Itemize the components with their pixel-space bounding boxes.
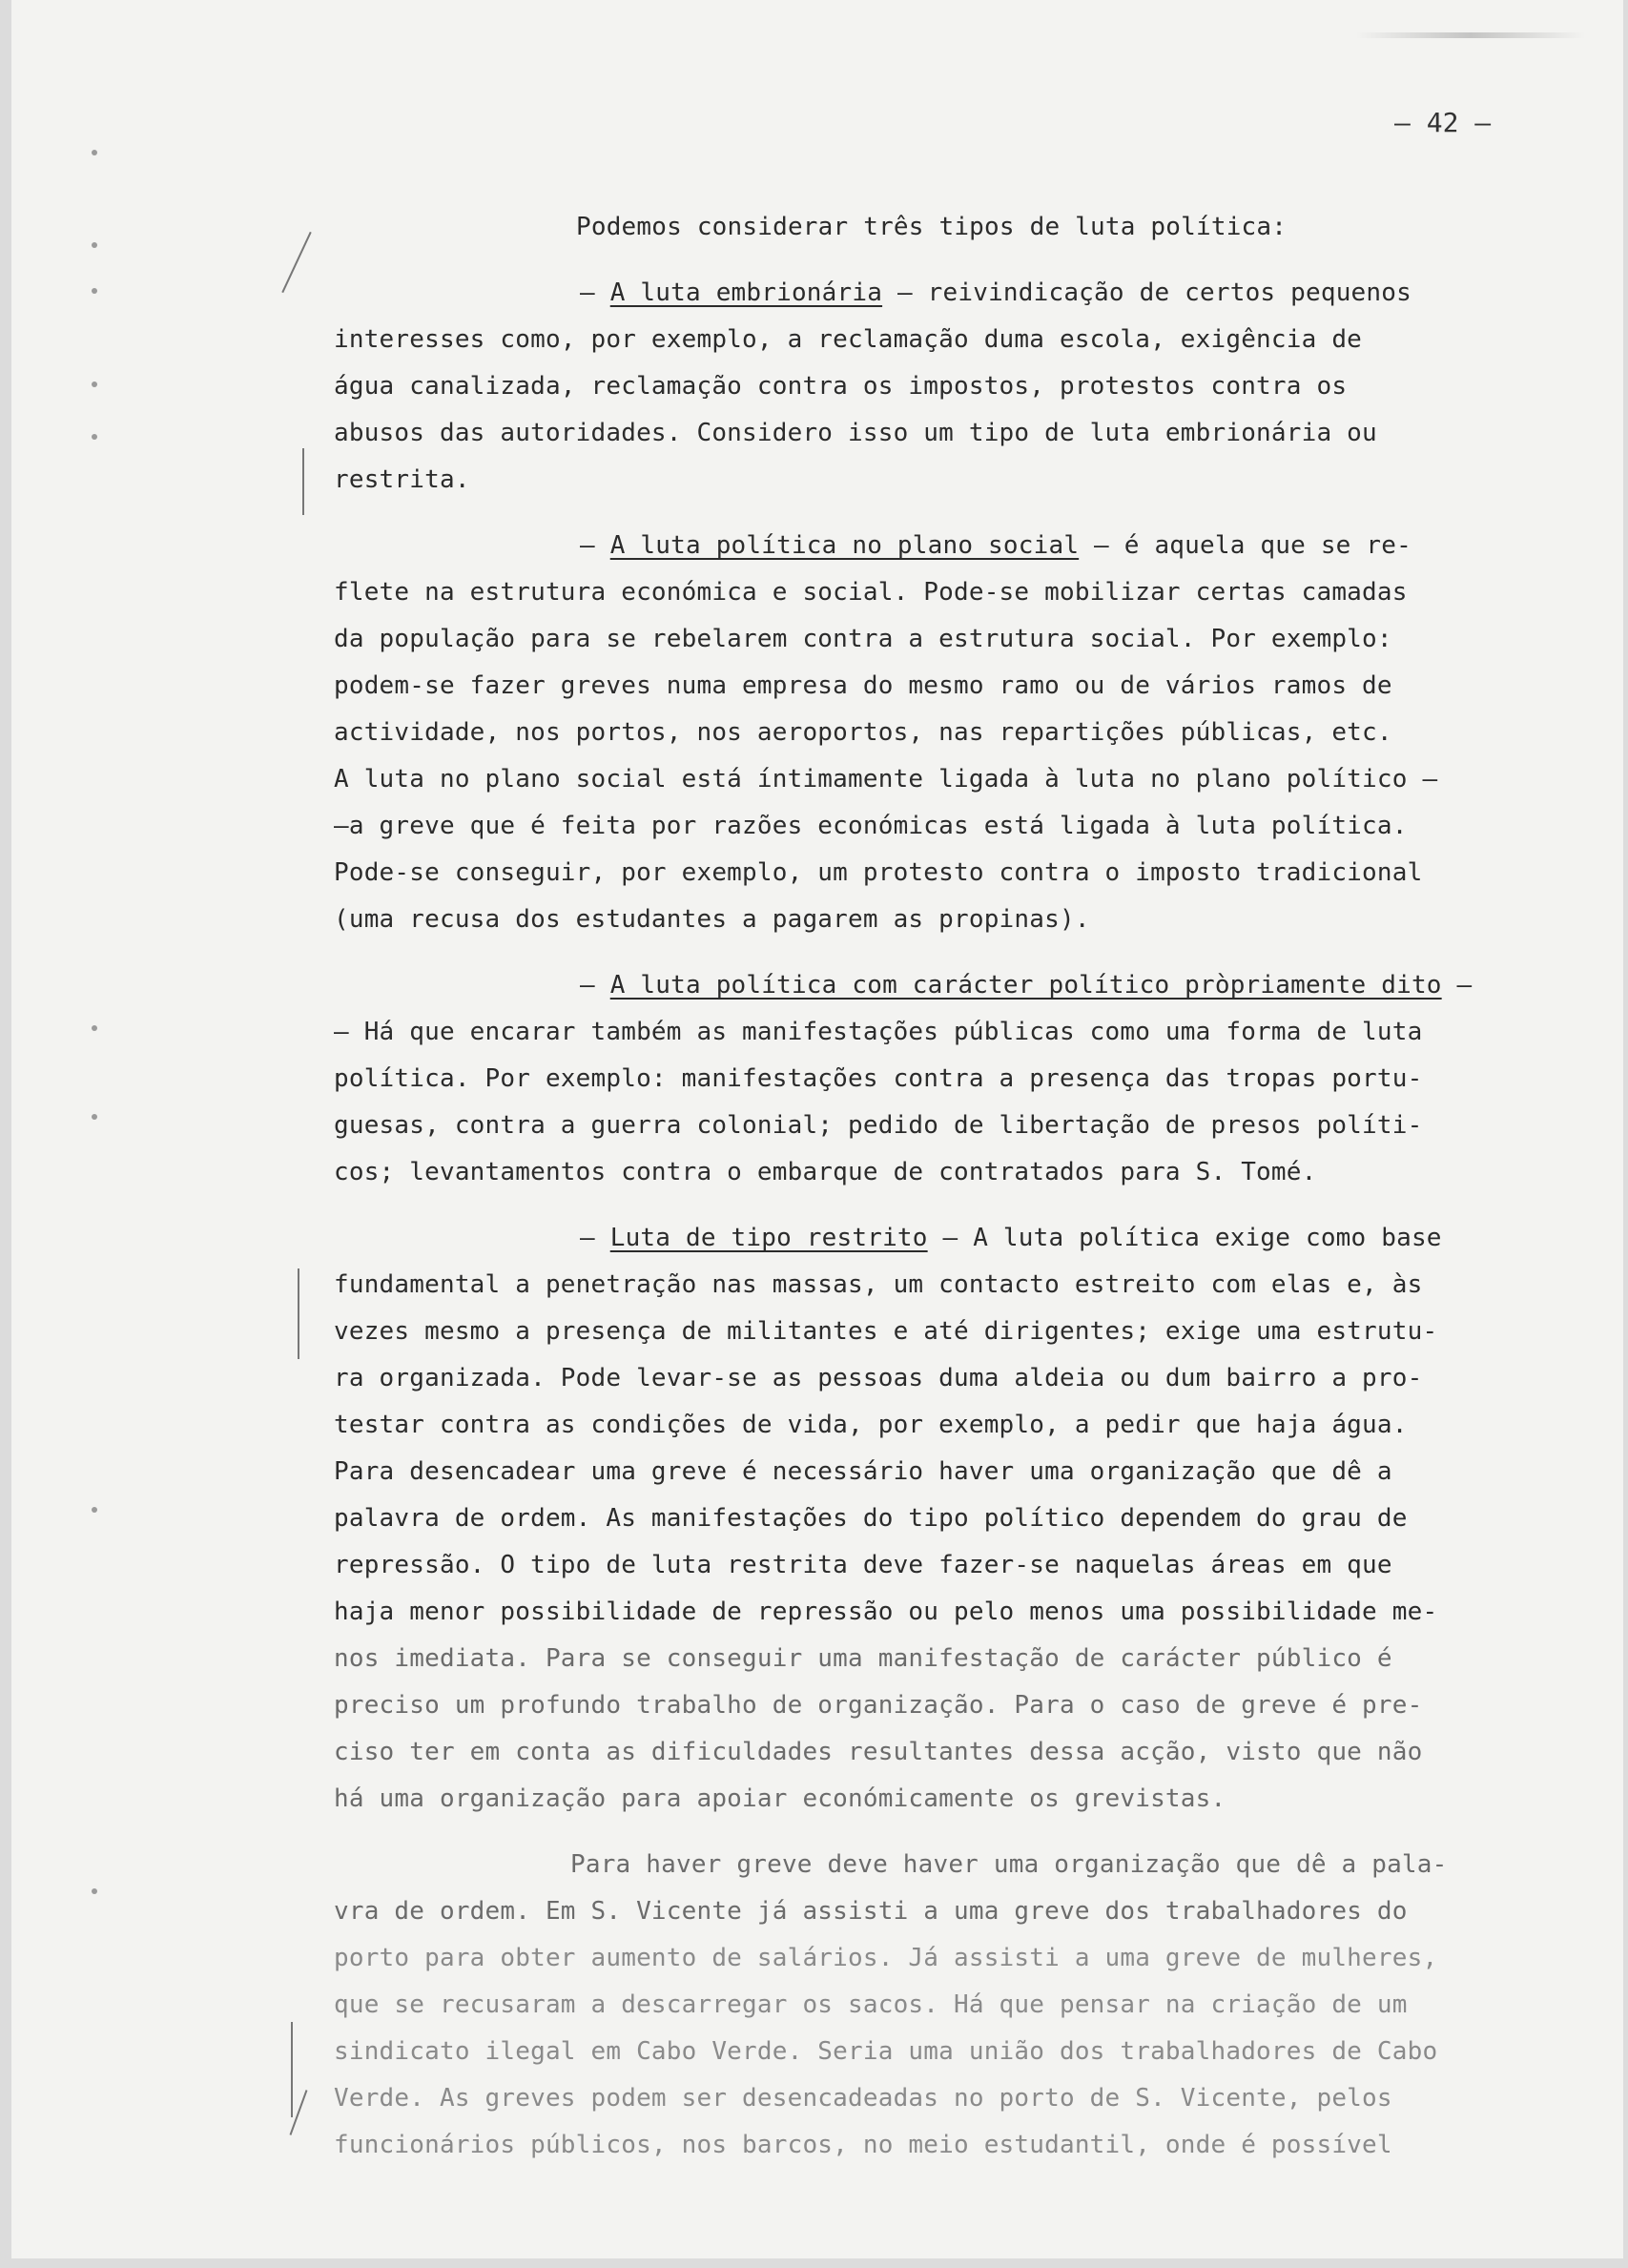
text-line: preciso um profundo trabalho de organização. Para o caso de greve é pre- — [334, 1691, 1423, 1720]
paper-stain — [1356, 32, 1585, 38]
text-line: da população para se rebelarem contra a estrutura social. Por exemplo: — [334, 625, 1392, 653]
margin-speck — [92, 242, 97, 248]
margin-speck — [92, 1888, 97, 1894]
section-heading: Podemos considerar três tipos de luta política: — [576, 213, 1288, 241]
text-line: restrita. — [334, 465, 470, 494]
margin-speck — [92, 1507, 97, 1513]
underlined-term: Luta de tipo restrito — [609, 1224, 928, 1252]
text-line: que se recusaram a descarregar os sacos. Há que pensar na criação de um — [334, 1990, 1408, 2019]
underlined-term: A luta política com carácter político pròpriamente dito — [609, 971, 1442, 1000]
text-line: vra de ordem. Em S. Vicente já assisti a uma greve dos trabalhadores do — [334, 1897, 1408, 1926]
text-line: ra organizada. Pode levar-se as pessoas duma aldeia ou dum bairro a pro- — [334, 1364, 1423, 1392]
text-line: –a greve que é feita por razões económicas está ligada à luta política. — [334, 812, 1408, 840]
text-line: Pode-se conseguir, por exemplo, um protesto contra o imposto tradicional — [334, 858, 1423, 887]
text-line: interesses como, por exemplo, a reclamação duma escola, exigência de — [334, 325, 1363, 354]
text-line: abusos das autoridades. Considero isso um tipo de luta embrionária ou — [334, 419, 1377, 447]
margin-pencil-mark — [298, 1268, 299, 1359]
margin-speck — [92, 1025, 97, 1031]
text-line: ciso ter em conta as dificuldades resultantes dessa acção, visto que não — [334, 1738, 1423, 1766]
margin-speck — [92, 1114, 97, 1120]
margin-pencil-mark — [291, 2022, 293, 2117]
underlined-term: A luta política no plano social — [609, 531, 1080, 560]
page-number: – 42 – — [1394, 107, 1492, 138]
text-line: – A luta política com carácter político pròpriamente dito – — [580, 971, 1473, 1000]
text-line: política. Por exemplo: manifestações contra a presença das tropas portu- — [334, 1064, 1423, 1093]
text-line: cos; levantamentos contra o embarque de contratados para S. Tomé. — [334, 1158, 1317, 1186]
text-line: flete na estrutura económica e social. Pode-se mobilizar certas camadas — [334, 578, 1408, 607]
text-line: podem-se fazer greves numa empresa do mesmo ramo ou de vários ramos de — [334, 671, 1392, 700]
text-line: repressão. O tipo de luta restrita deve fazer-se naquelas áreas em que — [334, 1551, 1392, 1579]
document-page — [11, 0, 1623, 2258]
margin-speck — [92, 434, 97, 440]
text-line: testar contra as condições de vida, por exemplo, a pedir que haja água. — [334, 1411, 1408, 1439]
text-line: – Há que encarar também as manifestações públicas como uma forma de luta — [334, 1018, 1423, 1046]
margin-speck — [92, 381, 97, 387]
margin-speck — [92, 150, 97, 155]
text-line: sindicato ilegal em Cabo Verde. Seria uma união dos trabalhadores de Cabo — [334, 2037, 1438, 2066]
text-line: – A luta embrionária – reivindicação de certos pequenos — [580, 278, 1412, 307]
text-line: Para haver greve deve haver uma organização que dê a pala- — [570, 1850, 1448, 1879]
text-line: Para desencadear uma greve é necessário haver uma organização que dê a — [334, 1457, 1392, 1486]
margin-pencil-mark — [281, 232, 311, 293]
text-line: guesas, contra a guerra colonial; pedido de libertação de presos políti- — [334, 1111, 1423, 1140]
text-line: palavra de ordem. As manifestações do tipo político dependem do grau de — [334, 1504, 1408, 1533]
text-line: – A luta política no plano social – é aquela que se re- — [580, 531, 1412, 560]
text-line: há uma organização para apoiar económicamente os grevistas. — [334, 1784, 1226, 1813]
text-line: haja menor possibilidade de repressão ou pelo menos uma possibilidade me- — [334, 1598, 1438, 1626]
margin-pencil-mark — [302, 448, 304, 515]
text-line: porto para obter aumento de salários. Já assisti a uma greve de mulheres, — [334, 1944, 1438, 1972]
text-line: fundamental a penetração nas massas, um contacto estreito com elas e, às — [334, 1270, 1423, 1299]
text-line: água canalizada, reclamação contra os impostos, protestos contra os — [334, 372, 1348, 401]
text-line: A luta no plano social está íntimamente ligada à luta no plano político – — [334, 765, 1438, 794]
underlined-term: A luta embrionária — [609, 278, 883, 307]
margin-speck — [92, 288, 97, 294]
text-line: nos imediata. Para se conseguir uma manifestação de carácter público é — [334, 1644, 1392, 1673]
text-line: actividade, nos portos, nos aeroportos, nas repartições públicas, etc. — [334, 718, 1392, 747]
text-line: vezes mesmo a presença de militantes e até dirigentes; exige uma estrutu- — [334, 1317, 1438, 1346]
text-line: – Luta de tipo restrito – A luta política exige como base — [580, 1224, 1442, 1252]
text-line: Verde. As greves podem ser desencadeadas no porto de S. Vicente, pelos — [334, 2084, 1392, 2113]
text-line: funcionários públicos, nos barcos, no meio estudantil, onde é possível — [334, 2131, 1392, 2159]
text-line: (uma recusa dos estudantes a pagarem as propinas). — [334, 905, 1090, 934]
